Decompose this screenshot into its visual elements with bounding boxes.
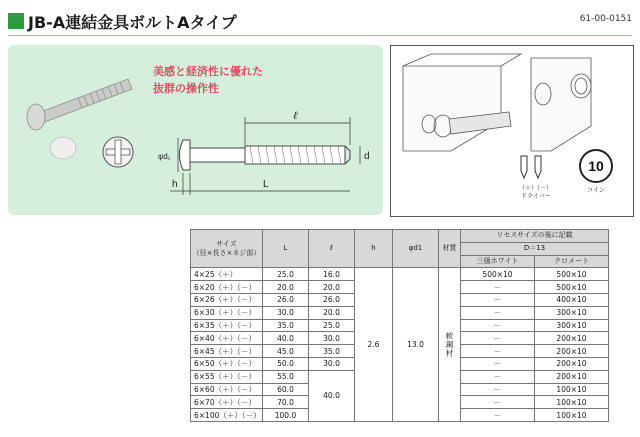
- L-cell: 70.0: [263, 396, 309, 409]
- phi-cell: 13.0: [393, 268, 439, 422]
- chrome-cell: 300×10: [535, 306, 609, 319]
- L-cell: 25.0: [263, 268, 309, 281]
- white-cell: －: [461, 370, 535, 383]
- cap-photo: [50, 137, 76, 159]
- dim-l-italic-label: ℓ: [293, 109, 298, 122]
- spec-table: [190, 229, 609, 422]
- catchphrase-line-2: 抜群の操作性: [153, 82, 219, 95]
- chrome-cell: 200×10: [535, 357, 609, 370]
- bolt-illustration: [8, 45, 383, 215]
- l-cell: 30.0: [309, 332, 355, 345]
- h-cell: 2.6: [355, 268, 393, 422]
- l-cell: 26.0: [309, 293, 355, 306]
- header-divider: [8, 35, 632, 36]
- l-cell: 20.0: [309, 306, 355, 319]
- white-cell: －: [461, 332, 535, 345]
- L-cell: 55.0: [263, 370, 309, 383]
- driver-type-label: （＋）（－）: [519, 186, 553, 192]
- l-cell: 20.0: [309, 281, 355, 294]
- size-cell: 6×70（＋）（－）: [191, 396, 263, 409]
- bolt-photo: [27, 79, 132, 130]
- size-cell: 6×60（＋）（－）: [191, 383, 263, 396]
- chrome-cell: 200×10: [535, 332, 609, 345]
- size-cell: 4×25（＋）: [191, 268, 263, 281]
- l-cell: 25.0: [309, 319, 355, 332]
- l-cell: 16.0: [309, 268, 355, 281]
- L-cell: 60.0: [263, 383, 309, 396]
- white-header: 三価ホワイト: [461, 255, 535, 268]
- phi-header: φd1: [393, 230, 439, 268]
- L-cell: 30.0: [263, 306, 309, 319]
- white-cell: －: [461, 396, 535, 409]
- assembly-illustration: [391, 46, 633, 216]
- white-cell: －: [461, 357, 535, 370]
- material-cell: 軟鋼材: [439, 268, 461, 422]
- L-cell: 26.0: [263, 293, 309, 306]
- chrome-cell: 100×10: [535, 409, 609, 422]
- size-cell: 6×45（＋）（－）: [191, 345, 263, 358]
- size-cell: 6×40（＋）（－）: [191, 332, 263, 345]
- L-cell: 20.0: [263, 281, 309, 294]
- table-row: [191, 268, 609, 281]
- white-cell: －: [461, 281, 535, 294]
- h-header: h: [355, 230, 393, 268]
- dim-phi-label: φd₁: [158, 152, 171, 161]
- chrome-cell: 100×10: [535, 396, 609, 409]
- dim-d-label: d: [364, 151, 370, 162]
- size-cell: 6×50（＋）（－）: [191, 357, 263, 370]
- L-cell: 35.0: [263, 319, 309, 332]
- white-cell: －: [461, 345, 535, 358]
- table-header-row: [191, 230, 609, 243]
- size-cell: 6×20（＋）（－）: [191, 281, 263, 294]
- L-cell: 40.0: [263, 332, 309, 345]
- dim-L-label: L: [263, 179, 269, 190]
- white-cell: －: [461, 293, 535, 306]
- size-cell: 6×30（＋）（－）: [191, 306, 263, 319]
- page-title: JB-A連結金具ボルトAタイプ: [28, 13, 237, 32]
- size-header: サイズ （径×長さ×ネジ部）: [191, 230, 263, 268]
- chrome-cell: 100×10: [535, 383, 609, 396]
- chrome-header: クロメート: [535, 255, 609, 268]
- white-cell: 500×10: [461, 268, 535, 281]
- green-square-icon: [8, 13, 24, 29]
- l-header: ℓ: [309, 230, 355, 268]
- white-cell: －: [461, 306, 535, 319]
- coin-value: 10: [588, 158, 604, 174]
- assembly-diagram: [390, 45, 634, 217]
- recess-d-header: D＝13: [461, 242, 609, 255]
- header: [8, 10, 632, 36]
- L-cell: 45.0: [263, 345, 309, 358]
- screwdriver-icon: [521, 156, 541, 178]
- L-cell: 100.0: [263, 409, 309, 422]
- L-cell: 50.0: [263, 357, 309, 370]
- chrome-cell: 300×10: [535, 319, 609, 332]
- chrome-cell: 200×10: [535, 345, 609, 358]
- recess-header: リセスサイズの後に記載: [461, 230, 609, 243]
- product-code: 61-00-0151: [579, 14, 632, 24]
- material-header: 材質: [439, 230, 461, 268]
- dim-h-label: h: [172, 179, 178, 190]
- l-cell-group: 40.0: [309, 370, 355, 421]
- catchphrase-line-1: 美感と経済性に優れた: [153, 65, 263, 78]
- chrome-cell: 500×10: [535, 281, 609, 294]
- coin-caption: コイン: [587, 188, 605, 194]
- l-cell: 35.0: [309, 345, 355, 358]
- L-header: L: [263, 230, 309, 268]
- chrome-cell: 500×10: [535, 268, 609, 281]
- chrome-cell: 400×10: [535, 293, 609, 306]
- driver-caption: ドライバー: [521, 194, 551, 200]
- size-cell: 6×55（＋）（－）: [191, 370, 263, 383]
- bolt-drawing: [180, 140, 351, 170]
- l-cell: 30.0: [309, 357, 355, 370]
- size-cell: 6×35（＋）（－）: [191, 319, 263, 332]
- white-cell: －: [461, 409, 535, 422]
- size-cell: 6×26（＋）（－）: [191, 293, 263, 306]
- screw-head-icon: [103, 137, 133, 167]
- white-cell: －: [461, 319, 535, 332]
- white-cell: －: [461, 383, 535, 396]
- size-cell: 6×100（＋）（－）: [191, 409, 263, 422]
- chrome-cell: 200×10: [535, 370, 609, 383]
- product-panel: [8, 45, 383, 215]
